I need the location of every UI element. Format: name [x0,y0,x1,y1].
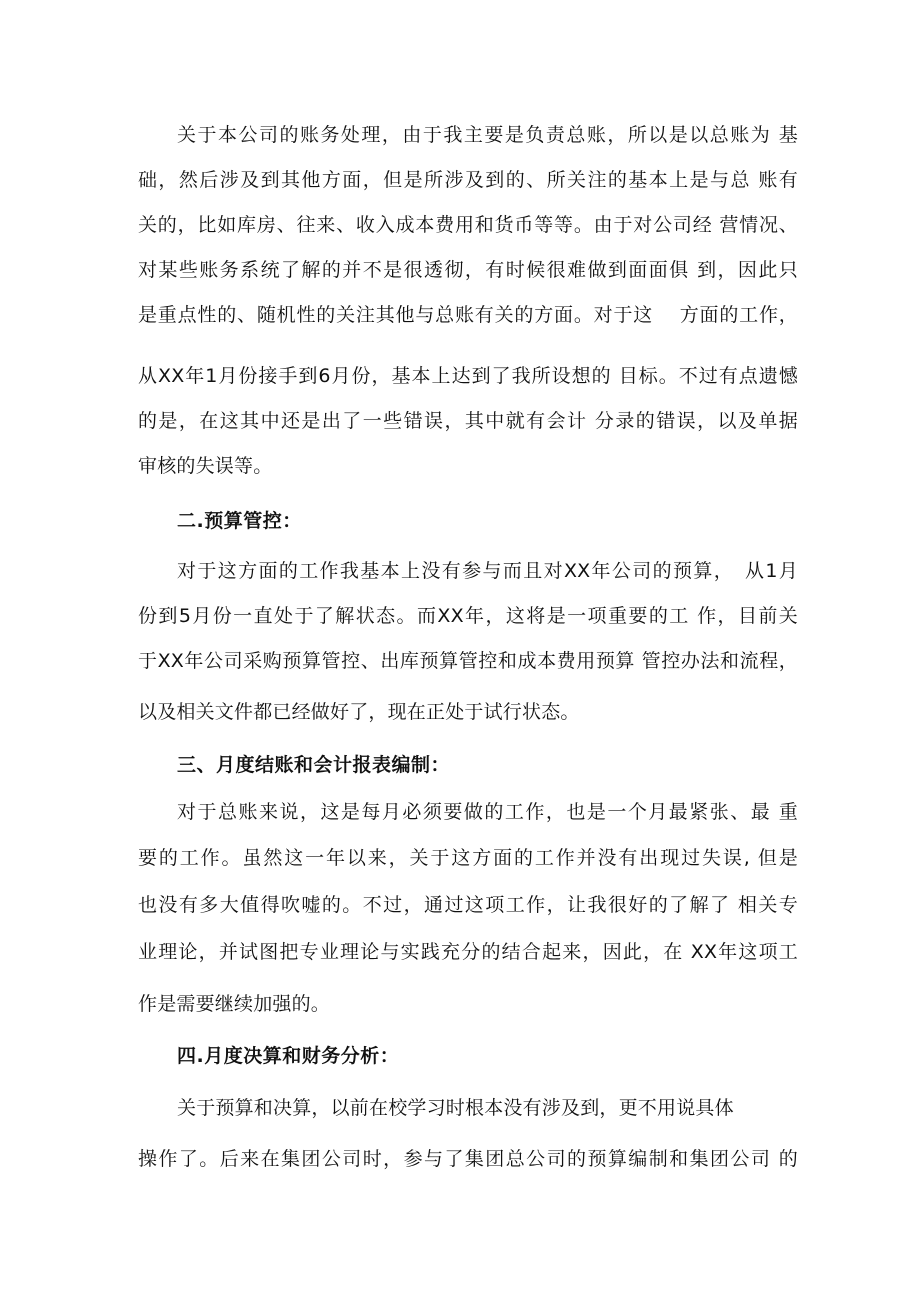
paragraph-line: 作是需要继续加强的。 [138,993,331,1015]
paragraph-line: 业理论，并试图把专业理论与实践充分的结合起来，因此，在 XX年这项工 [138,941,798,963]
paragraph-line: 操作了。后来在集团公司时，参与了集团总公司的预算编制和集团公司 的 [138,1148,798,1170]
paragraph-line: 的是，在这其中还是出了一些错误，其中就有会计 分录的错误，以及单据 [138,410,798,432]
paragraph-line: 础，然后涉及到其他方面，但是所涉及到的、所关注的基本上是与总 账有 [138,169,798,191]
paragraph-line: 关的，比如库房、往来、收入成本费用和货币等等。由于对公司经 营情况、 [138,214,798,236]
section-heading: 四.月度决算和财务分析： [177,1045,400,1067]
section-heading: 三、月度结账和会计报表编制： [177,754,451,776]
section-heading: 二.预算管控： [177,510,302,532]
paragraph-line: 对于总账来说，这是每月必须要做的工作，也是一个月最紧张、最 重 [177,801,798,823]
paragraph-line: 于XX年公司采购预算管控、出库预算管控和成本费用预算 管控办法和流程， [138,650,798,672]
paragraph-line: 关于本公司的账务处理，由于我主要是负责总账，所以是以总账为 基 [177,124,798,146]
paragraph-line: 从XX年1月份接手到6月份，基本上达到了我所设想的 目标。不过有点遗憾 [138,365,798,387]
paragraph-line: 对某些账务系统了解的并不是很透彻，有时候很难做到面面俱 到，因此只 [138,259,798,281]
paragraph-line: 份到5月份一直处于了解状态。而XX年，这将是一项重要的工 作，目前关 [138,605,798,627]
paragraph-line: 是重点性的、随机性的关注其他与总账有关的方面。对于这 方面的工作， [138,304,798,326]
paragraph-line: 也没有多大值得吹嘘的。不过，通过这项工作，让我很好的了解了 相关专 [138,894,798,916]
paragraph-line: 审核的失误等。 [138,455,273,477]
paragraph-line: 以及相关文件都已经做好了，现在正处于试行状态。 [138,701,580,723]
paragraph-line: 对于这方面的工作我基本上没有参与而且对XX年公司的预算， 从1月 [177,560,798,582]
paragraph-line: 关于预算和决算，以前在校学习时根本没有涉及到，更不用说具体 [177,1097,734,1119]
paragraph-line: 要的工作。虽然这一年以来，关于这方面的工作并没有出现过失误, 但是 [138,847,798,869]
